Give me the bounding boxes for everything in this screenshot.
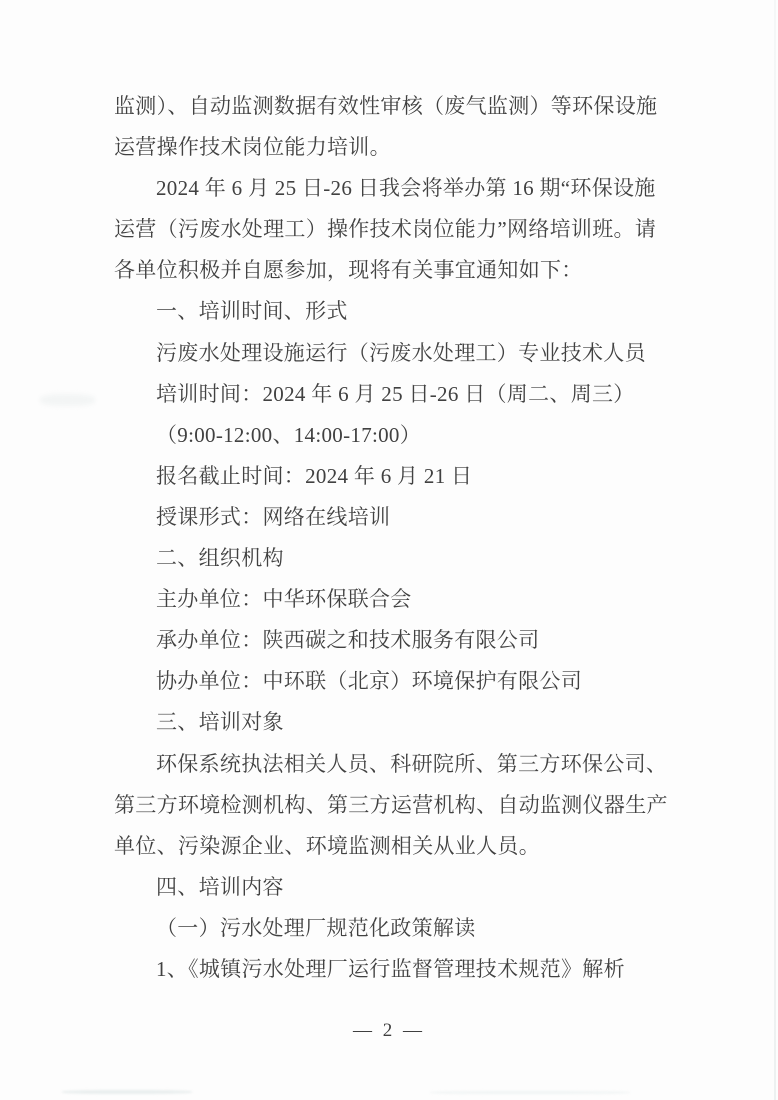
text-line: 报名截止时间：2024 年 6 月 21 日 [156,463,473,488]
text-line: 运营操作技术岗位能力培训。 [114,135,391,160]
text-line: 培训时间：2024 年 6 月 25 日-26 日（周二、周三） [156,381,635,406]
text-line: （一）污水处理厂规范化政策解读 [156,915,476,940]
text-line: 主办单位：中华环保联合会 [156,587,412,612]
section-heading-2: 二、组织机构 [156,546,284,571]
text-line: 各单位积极并自愿参加，现将有关事宜通知如下： [114,258,583,283]
text-line: 1、《城镇污水处理厂运行监督管理技术规范》解析 [156,956,625,981]
text-line: 承办单位：陕西碳之和技术服务有限公司 [156,628,540,653]
scan-artifact-right-edge [774,0,776,1100]
text-line: 环保系统执法相关人员、科研院所、第三方环保公司、 [156,751,668,776]
section-heading-4: 四、培训内容 [156,874,284,899]
document-body [114,86,674,990]
text-line: 污废水处理设施运行（污废水处理工）专业技术人员 [156,340,646,365]
text-line: 第三方环境检测机构、第三方运营机构、自动监测仪器生产 [114,792,668,817]
text-line: 单位、污染源企业、环境监测相关从业人员。 [114,833,540,858]
section-heading-1: 一、培训时间、形式 [156,299,348,324]
text-line: 监测）、自动监测数据有效性审核（废气监测）等环保设施 [114,94,658,118]
text-line: （9:00-12:00、14:00-17:00） [156,422,422,447]
scan-artifact-smudge [40,394,95,406]
text-line: 2024 年 6 月 25 日-26 日我会将举办第 16 期“环保设施 [156,176,656,201]
section-heading-3: 三、培训对象 [156,710,284,735]
text-line: 授课形式：网络在线培训 [156,504,391,529]
text-line: 协办单位：中环联（北京）环境保护有限公司 [156,669,582,694]
text-line: 运营（污废水处理工）操作技术岗位能力”网络培训班。请 [114,217,657,242]
scan-artifact-smudge [430,1091,630,1094]
page-number: — 2 — [353,1020,425,1041]
scan-artifact-smudge [62,1090,192,1094]
